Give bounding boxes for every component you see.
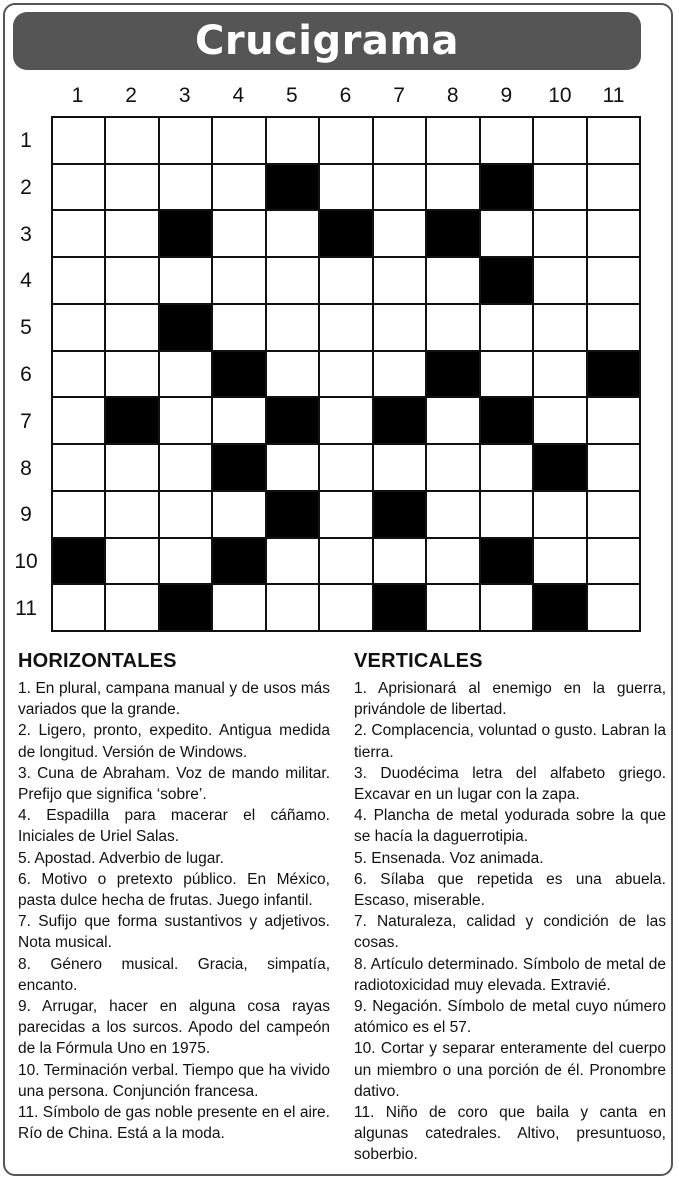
black-cell [160, 585, 211, 630]
grid-cell[interactable] [53, 585, 104, 630]
grid-cell[interactable] [588, 165, 639, 210]
row-number: 1 [20, 129, 32, 152]
grid-cell[interactable] [534, 539, 585, 584]
grid-cell[interactable] [427, 585, 478, 630]
horizontales-clue: 4. Espadilla para macerar el cáñamo. Iniciales de Uriel Salas. [18, 807, 330, 846]
verticales-clue: 3. Duodécima letra del alfabeto griego. Excavar en un lugar con la zapa. [354, 764, 666, 804]
grid-cell[interactable] [588, 492, 639, 537]
grid-cell[interactable] [106, 211, 157, 256]
grid-cell[interactable] [213, 305, 264, 350]
grid-cell[interactable] [267, 352, 318, 397]
horizontales-clue: 5. Apostad. Adverbio de lugar. [18, 849, 224, 867]
grid-cell[interactable] [374, 118, 425, 163]
black-cell [320, 211, 371, 256]
column-number: 1 [71, 84, 84, 107]
column-number: 11 [602, 84, 625, 107]
grid-cell[interactable] [213, 398, 264, 443]
grid-cell[interactable] [213, 118, 264, 163]
column-number: 9 [500, 84, 513, 107]
column-number: 6 [339, 84, 352, 107]
grid-cell[interactable] [160, 539, 211, 584]
grid-cell[interactable] [106, 352, 157, 397]
black-cell [481, 258, 532, 303]
grid-cell[interactable] [481, 118, 532, 163]
black-cell [267, 165, 318, 210]
horizontales-clue: 2. Ligero, pronto, expedito. Antigua medida de longitud. Versión de Windows. [18, 722, 330, 761]
grid-cell[interactable] [427, 258, 478, 303]
grid-cell[interactable] [427, 165, 478, 210]
grid-cell[interactable] [53, 398, 104, 443]
grid-cell[interactable] [534, 211, 585, 256]
grid-cell[interactable] [53, 445, 104, 490]
grid-cell[interactable] [588, 585, 639, 630]
grid-cell[interactable] [267, 118, 318, 163]
black-cell [267, 398, 318, 443]
grid-cell[interactable] [320, 258, 371, 303]
row-number: 5 [20, 316, 32, 340]
grid-cell[interactable] [427, 492, 478, 537]
row-number: 7 [20, 409, 32, 433]
grid-cell[interactable] [481, 352, 532, 397]
verticales-clue: 9. Negación. Símbolo de metal cuyo número atómico es el 57. [354, 998, 666, 1037]
grid-cell[interactable] [213, 585, 264, 630]
grid-cell[interactable] [481, 585, 532, 630]
grid-cell[interactable] [213, 492, 264, 537]
grid-cell[interactable] [588, 398, 639, 443]
verticales-clue: 6. Sílaba que repetida es una abuela. Escaso, miserable. [354, 870, 666, 910]
column-number: 4 [232, 84, 245, 107]
grid-cell[interactable] [267, 211, 318, 256]
black-cell [213, 445, 264, 490]
black-cell [427, 352, 478, 397]
row-number: 9 [20, 503, 32, 527]
verticales-list [354, 678, 666, 1166]
row-number: 6 [20, 363, 32, 386]
grid-cell[interactable] [213, 211, 264, 256]
grid-cell[interactable] [374, 539, 425, 584]
grid-cell[interactable] [481, 492, 532, 537]
grid-cell[interactable] [320, 305, 371, 350]
grid-cell[interactable] [588, 118, 639, 163]
black-cell [267, 492, 318, 537]
grid-cell[interactable] [267, 305, 318, 350]
verticales-clue: 2. Complacencia, voluntad o gusto. Labran la tierra. [354, 722, 666, 761]
column-number: 8 [446, 84, 459, 107]
grid-cell[interactable] [534, 352, 585, 397]
grid-cell[interactable] [320, 352, 371, 397]
black-cell [160, 305, 211, 350]
row-number: 3 [20, 222, 32, 246]
grid-cell[interactable] [534, 492, 585, 537]
grid-cell[interactable] [588, 445, 639, 490]
grid-cell[interactable] [481, 305, 532, 350]
black-cell [427, 211, 478, 256]
grid-cell[interactable] [320, 165, 371, 210]
horizontales-clue: 8. Género musical. Gracia, simpatía, encanto. [18, 955, 330, 994]
black-cell [588, 352, 639, 397]
verticales-clue: 5. Ensenada. Voz animada. [354, 849, 544, 867]
grid-cell[interactable] [160, 118, 211, 163]
row-number: 8 [20, 456, 32, 480]
grid-cell[interactable] [106, 118, 157, 163]
grid-cell[interactable] [267, 445, 318, 490]
grid-cell[interactable] [427, 305, 478, 350]
grid-cell[interactable] [106, 492, 157, 537]
black-cell [374, 398, 425, 443]
grid-cell[interactable] [160, 398, 211, 443]
black-cell [374, 585, 425, 630]
grid-cell[interactable] [320, 539, 371, 584]
grid-cell[interactable] [53, 258, 104, 303]
grid-cell[interactable] [267, 585, 318, 630]
row-number: 11 [15, 597, 37, 620]
row-number: 2 [20, 175, 32, 199]
grid-cell[interactable] [427, 398, 478, 443]
horizontales-clue: 9. Arrugar, hacer en alguna cosa rayas parecidas a los surcos. Apodo del campeón de la Fórmula Uno en 1975. [18, 998, 330, 1058]
grid-cell[interactable] [534, 118, 585, 163]
grid-cell[interactable] [106, 165, 157, 210]
horizontales-clue: 3. Cuna de Abraham. Voz de mando militar. Prefijo que significa ‘sobre’. [18, 764, 330, 804]
grid-cell[interactable] [534, 305, 585, 350]
grid-cell[interactable] [53, 305, 104, 350]
grid-cell[interactable] [374, 211, 425, 256]
grid-cell[interactable] [534, 398, 585, 443]
row-number: 4 [20, 269, 32, 293]
grid-cell[interactable] [160, 258, 211, 303]
horizontales-clue: 1. En plural, campana manual y de usos más variados que la grande. [18, 680, 330, 719]
crossword-grid [51, 116, 641, 632]
grid-cell[interactable] [427, 445, 478, 490]
horizontales-clue: 6. Motivo o pretexto público. En México, pasta dulce hecha de frutas. Juego infantil. [18, 870, 330, 910]
horizontales-clue: 11. Símbolo de gas noble presente en el aire. Río de China. Está a la moda. [18, 1104, 330, 1143]
verticales-clue: 11. Niño de coro que baila y canta en algunas catedrales. Altivo, presuntuoso, soberbio. [354, 1104, 666, 1164]
verticales-section [354, 648, 666, 1166]
verticales-clue: 7. Naturaleza, calidad y condición de las cosas. [354, 913, 666, 952]
grid-cell[interactable] [106, 539, 157, 584]
column-number: 2 [125, 84, 137, 107]
horizontales-heading: HORIZONTALES [18, 650, 177, 672]
verticales-clue: 4. Plancha de metal yodurada sobre la que se hacía la daguerrotipia. [354, 807, 666, 846]
black-cell [534, 445, 585, 490]
grid-cell[interactable] [267, 258, 318, 303]
grid-cell[interactable] [213, 258, 264, 303]
column-number: 5 [286, 84, 298, 107]
column-number: 10 [548, 84, 572, 107]
grid-cell[interactable] [588, 211, 639, 256]
grid-cell[interactable] [106, 305, 157, 350]
grid-cell[interactable] [160, 352, 211, 397]
black-cell [481, 165, 532, 210]
grid-cell[interactable] [374, 305, 425, 350]
grid-cell[interactable] [374, 165, 425, 210]
black-cell [481, 539, 532, 584]
horizontales-list [18, 678, 330, 1144]
grid-cell[interactable] [320, 398, 371, 443]
black-cell [160, 211, 211, 256]
verticales-heading: VERTICALES [354, 650, 483, 672]
grid-cell[interactable] [588, 539, 639, 584]
grid-cell[interactable] [481, 211, 532, 256]
grid-cell[interactable] [588, 305, 639, 350]
grid-cell[interactable] [534, 165, 585, 210]
grid-cell[interactable] [320, 585, 371, 630]
verticales-clue: 10. Cortar y separar enteramente del cuerpo un miembro o una porción de él. Pronombre dativo. [354, 1040, 666, 1100]
grid-cell[interactable] [427, 539, 478, 584]
grid-cell[interactable] [481, 445, 532, 490]
grid-cell[interactable] [160, 445, 211, 490]
grid-cell[interactable] [53, 352, 104, 397]
grid-cell[interactable] [106, 258, 157, 303]
page-title: Crucigrama [194, 18, 459, 64]
grid-cell[interactable] [53, 492, 104, 537]
row-number: 10 [14, 550, 38, 574]
verticales-clue: 8. Artículo determinado. Símbolo de metal de radiotoxicidad muy elevada. Extravié. [354, 955, 666, 994]
black-cell [481, 398, 532, 443]
grid-cell[interactable] [106, 585, 157, 630]
verticales-clue: 1. Aprisionará al enemigo en la guerra, privándole de libertad. [354, 680, 666, 719]
grid-cell[interactable] [374, 258, 425, 303]
grid-cell[interactable] [427, 118, 478, 163]
grid-cell[interactable] [320, 118, 371, 163]
black-cell [213, 539, 264, 584]
black-cell [106, 398, 157, 443]
grid-cell[interactable] [53, 211, 104, 256]
grid-cell[interactable] [160, 492, 211, 537]
grid-cell[interactable] [53, 118, 104, 163]
grid-cell[interactable] [213, 165, 264, 210]
title-banner [13, 12, 641, 70]
column-number: 7 [393, 84, 405, 107]
black-cell [534, 585, 585, 630]
horizontales-clue: 10. Terminación verbal. Tiempo que ha vivido una persona. Conjunción francesa. [18, 1061, 330, 1100]
black-cell [53, 539, 104, 584]
grid-cell[interactable] [267, 539, 318, 584]
grid-cell[interactable] [106, 445, 157, 490]
black-cell [213, 352, 264, 397]
grid-cell[interactable] [374, 445, 425, 490]
grid-cell[interactable] [374, 352, 425, 397]
grid-cell[interactable] [588, 258, 639, 303]
grid-cell[interactable] [160, 165, 211, 210]
grid-cell[interactable] [320, 492, 371, 537]
grid-cell[interactable] [320, 445, 371, 490]
grid-cell[interactable] [534, 258, 585, 303]
black-cell [374, 492, 425, 537]
horizontales-clue: 7. Sufijo que forma sustantivos y adjetivos. Nota musical. [18, 913, 330, 952]
column-number: 3 [178, 84, 191, 107]
horizontales-section [18, 648, 330, 1144]
grid-cell[interactable] [53, 165, 104, 210]
